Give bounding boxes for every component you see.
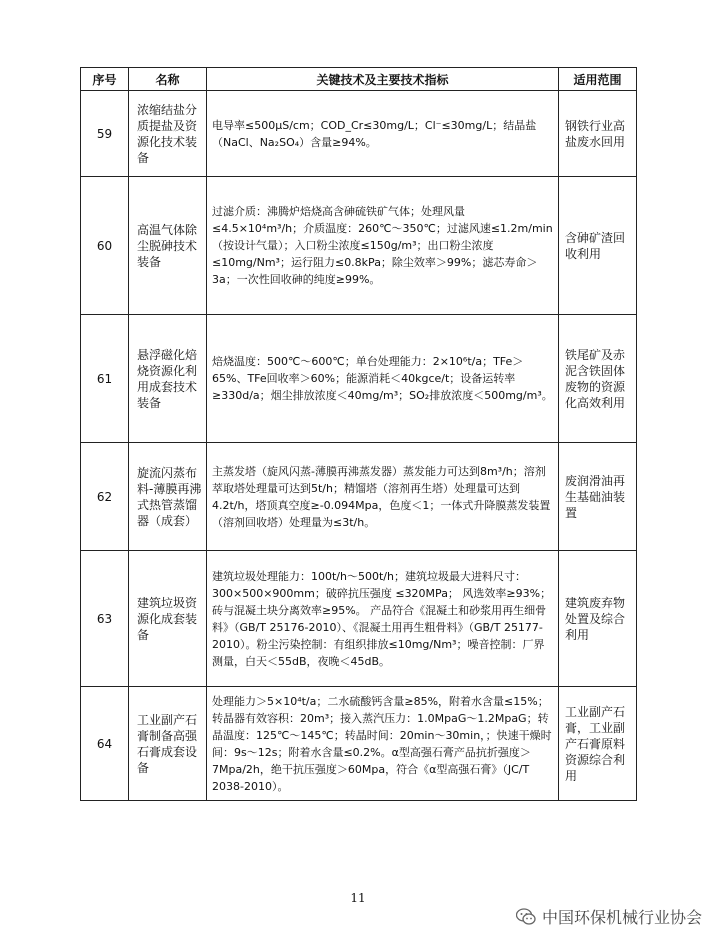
row-scope: 铁尾矿及赤泥含铁固体废物的资源化高效利用 bbox=[559, 315, 637, 443]
row-tech: 焙烧温度：500℃～600℃；单台处理能力：2×10⁶t/a；TFe＞65%、TFe回收率＞60%；能源消耗＜40kgce/t；设备运转率≥330d/a；烟尘排放浓度＜40mg/m³；SO₂排放浓度＜500mg/m³。 bbox=[207, 315, 559, 443]
table-header-row bbox=[81, 68, 637, 91]
row-scope: 钢铁行业高盐废水回用 bbox=[559, 91, 637, 177]
row-name: 旋流闪蒸布料-薄膜再沸式热管蒸馏器（成套） bbox=[129, 443, 207, 551]
header-scope: 适用范围 bbox=[559, 68, 637, 91]
watermark bbox=[516, 905, 702, 928]
page-number: 11 bbox=[350, 891, 366, 905]
row-scope: 工业副产石膏，工业副产石膏原料资源综合利用 bbox=[559, 687, 637, 801]
row-name: 浓缩结盐分质提盐及资源化技术装备 bbox=[129, 91, 207, 177]
header-key-tech: 关键技术及主要技术指标 bbox=[207, 68, 559, 91]
row-serial-no: 61 bbox=[81, 315, 129, 443]
row-serial-no: 62 bbox=[81, 443, 129, 551]
row-tech: 处理能力＞5×10⁴t/a；二水硫酸钙含量≥85%，附着水含量≤15%；转晶器有效容积：20m³；接入蒸汽压力：1.0MpaG～1.2MpaG；转晶温度：125℃～145℃；转晶时间：20min～30min，；快速干燥时间：9s～12s；附着水含量≤0.2%。α型高强石膏产品抗折强度＞7Mpa/2h，绝干抗压强度＞60Mpa，符合《α型高强石膏》（JC/T 2038-2010）。 bbox=[207, 687, 559, 801]
table-row bbox=[81, 687, 637, 801]
row-name: 工业副产石膏制备高强石膏成套设备 bbox=[129, 687, 207, 801]
technology-table bbox=[80, 67, 637, 801]
row-serial-no: 64 bbox=[81, 687, 129, 801]
table-row bbox=[81, 443, 637, 551]
row-name: 高温气体除尘脱砷技术装备 bbox=[129, 177, 207, 315]
wechat-icon bbox=[516, 908, 536, 926]
row-tech: 主蒸发塔（旋风闪蒸-薄膜再沸蒸发器）蒸发能力可达到8m³/h；溶剂萃取塔处理量可达到5t/h；精馏塔（溶剂再生塔）处理量可达到4.2t/h，塔顶真空度≥-0.094Mpa，色度＜1；一体式升降膜蒸发装置（溶剂回收塔）处理量为≤3t/h。 bbox=[207, 443, 559, 551]
row-scope: 含砷矿渣回收利用 bbox=[559, 177, 637, 315]
table-row bbox=[81, 315, 637, 443]
table-row bbox=[81, 551, 637, 687]
row-serial-no: 60 bbox=[81, 177, 129, 315]
watermark-text: 中国环保机械行业协会 bbox=[541, 908, 702, 927]
row-scope: 废润滑油再生基础油装置 bbox=[559, 443, 637, 551]
row-tech: 过滤介质：沸腾炉焙烧高含砷硫铁矿气体；处理风量≤4.5×10⁴m³/h；介质温度：260℃～350℃；过滤风速≤1.2m/min（按设计气量）；入口粉尘浓度≤150g/m³；出口粉尘浓度≤10mg/Nm³；运行阻力≤0.8kPa；除尘效率＞99%；滤芯寿命＞3a；一次性回收砷的纯度≥99%。 bbox=[207, 177, 559, 315]
header-name: 名称 bbox=[129, 68, 207, 91]
row-name: 悬浮磁化焙烧资源化利用成套技术装备 bbox=[129, 315, 207, 443]
row-serial-no: 63 bbox=[81, 551, 129, 687]
table-row bbox=[81, 177, 637, 315]
row-name: 建筑垃圾资源化成套装备 bbox=[129, 551, 207, 687]
header-serial-no: 序号 bbox=[81, 68, 129, 91]
row-scope: 建筑废弃物处置及综合利用 bbox=[559, 551, 637, 687]
row-tech: 电导率≤500μS/cm；COD_Cr≤30mg/L；Cl⁻≤30mg/L；结晶盐（NaCl、Na₂SO₄）含量≥94%。 bbox=[207, 91, 559, 177]
table-row bbox=[81, 91, 637, 177]
row-serial-no: 59 bbox=[81, 91, 129, 177]
row-tech: 建筑垃圾处理能力：100t/h～500t/h；建筑垃圾最大进料尺寸：300×500×900mm；破碎抗压强度 ≤320MPa； 风选效率≥93%；砖与混凝土块分离效率≥95%。 产品符合《混凝土和砂浆用再生细骨料》（GB/T 25176-2010）、《混凝土用再生粗骨料》（GB/T 25177-2010）。粉尘污染控制：有组织排放≤10mg/Nm³；噪音控制：厂界测量，白天＜55dB，夜晚＜45dB。 bbox=[207, 551, 559, 687]
